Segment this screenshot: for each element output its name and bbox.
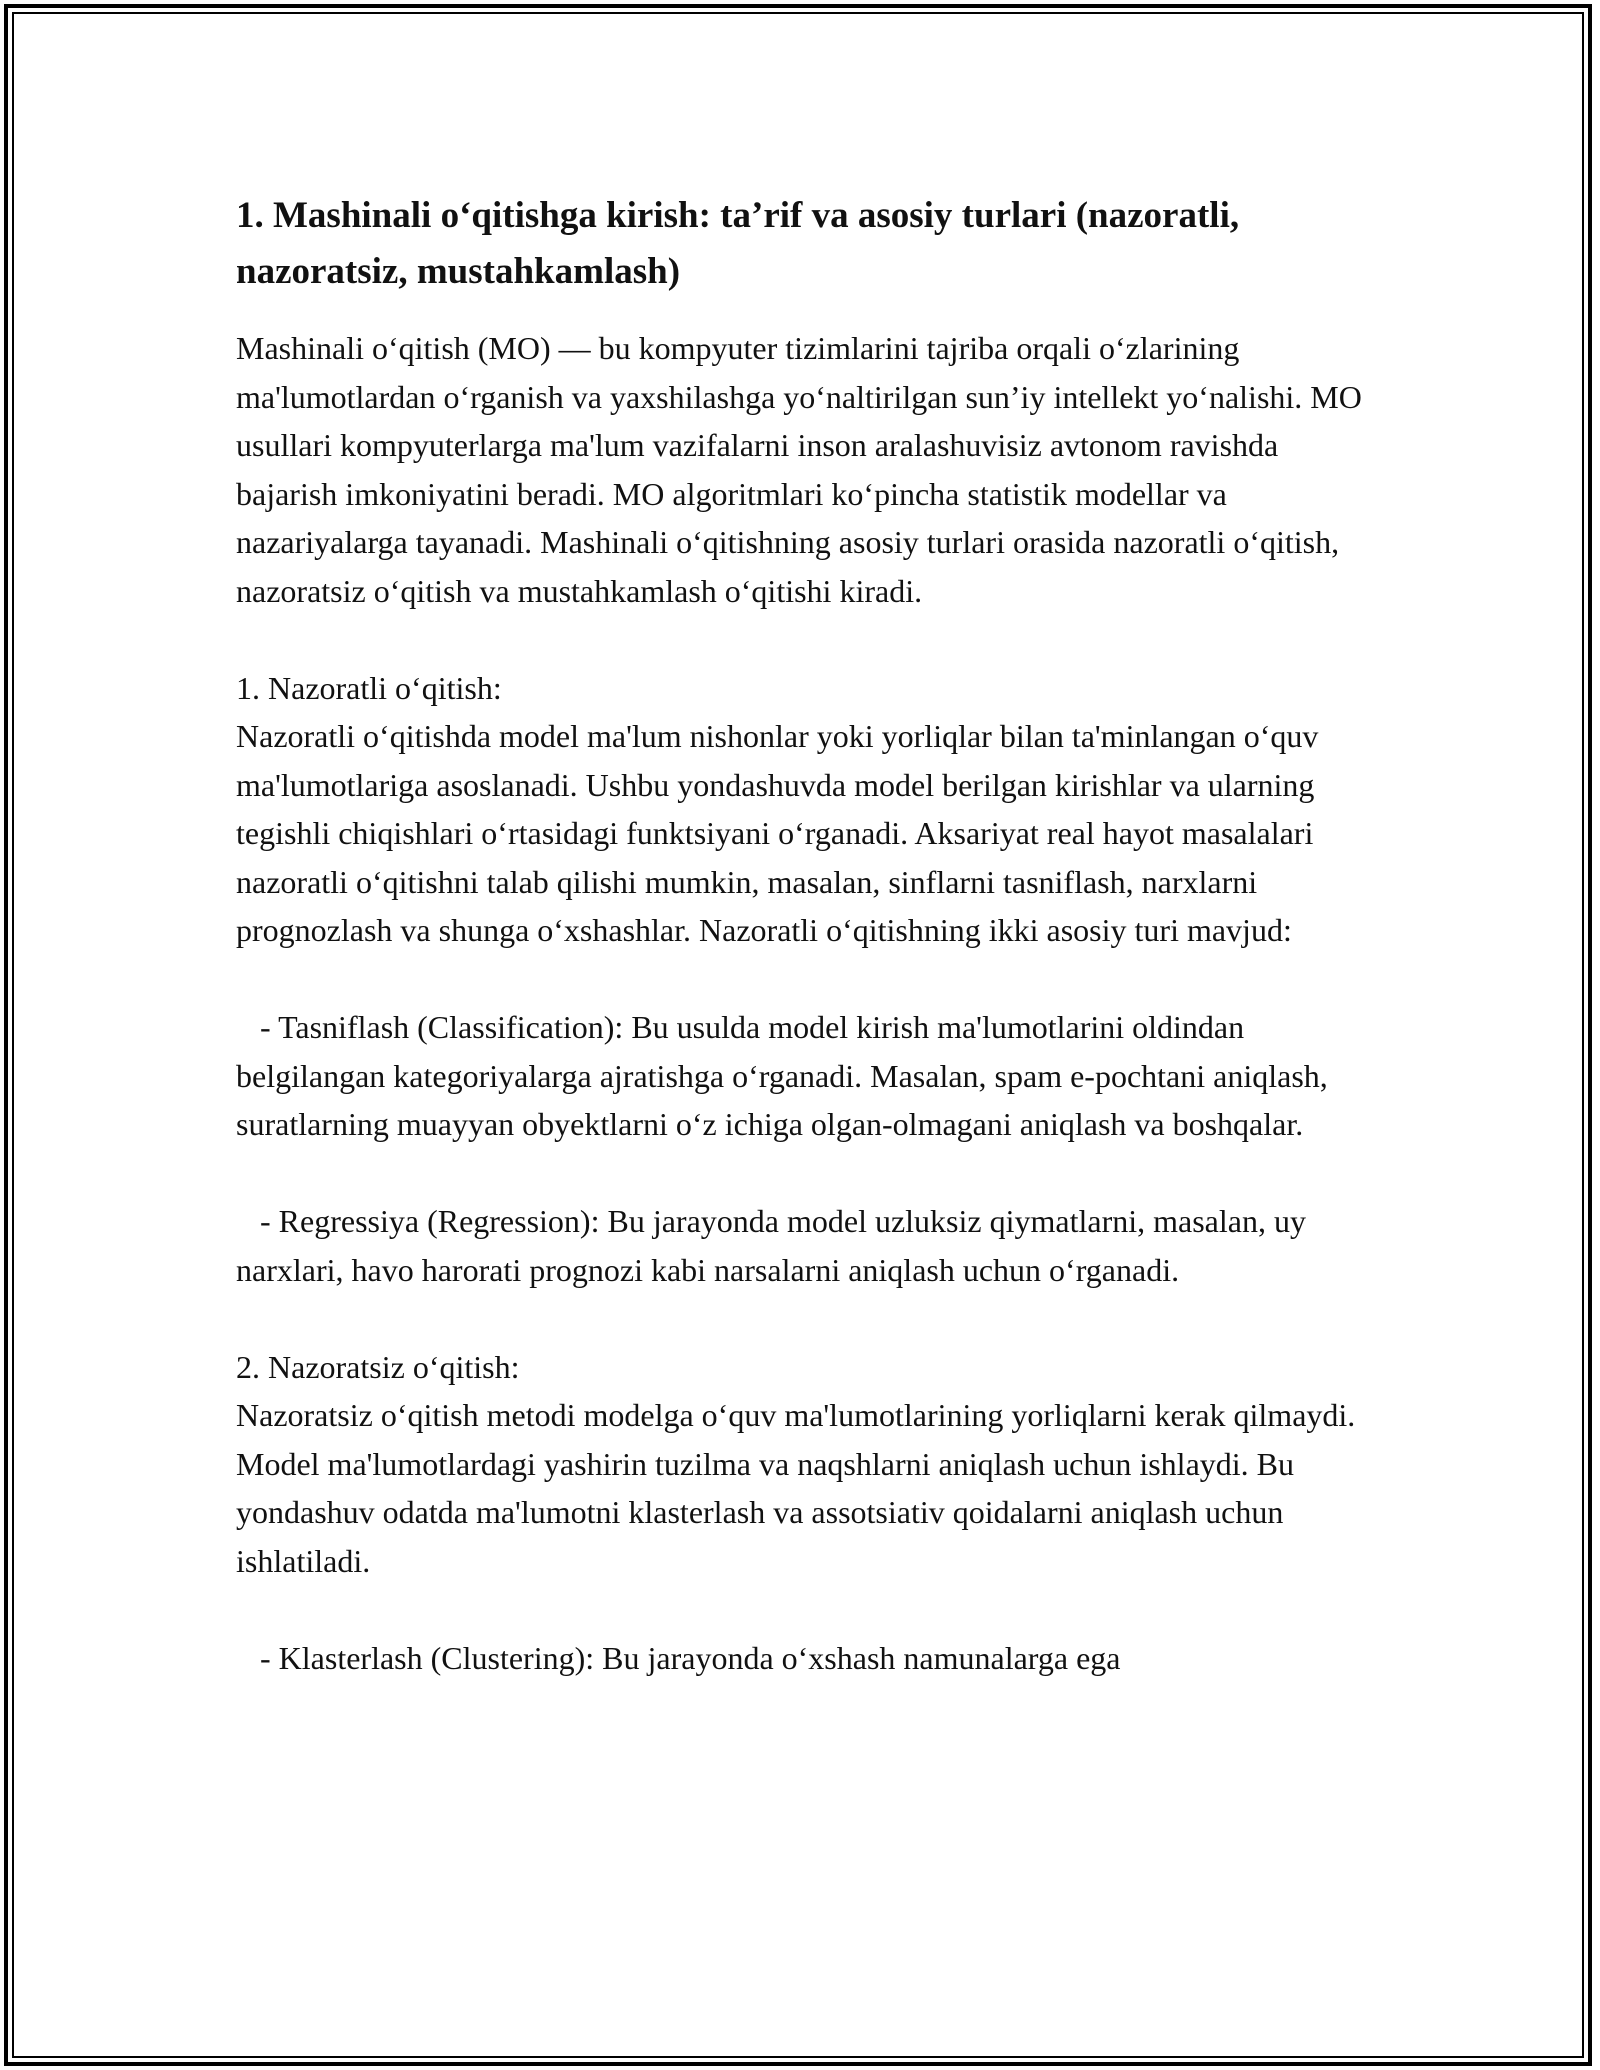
spacer — [236, 1294, 1376, 1343]
spacer — [236, 615, 1376, 664]
section-body-supervised: Nazoratli o‘qitishda model ma'lum nishonlar yoki yorliqlar bilan ta'minlangan o‘quv ma'lumotlariga asoslanadi. Ushbu yondashuvda model berilgan kirishlar va ularning tegishli chiqishlari o‘rtasidagi funktsiyani o‘rganadi. Aksariyat real hayot masalalari nazoratli o‘qitishni talab qilishi mumkin, masalan, sinflarni tasniflash, narxlarni prognozlash va shunga o‘xshashlar. Nazoratli o‘qitishning ikki asosiy turi mavjud: — [236, 718, 1319, 948]
spacer — [236, 1585, 1376, 1634]
intro-paragraph: Mashinali o‘qitish (MO) — bu kompyuter tizimlarini tajriba orqali o‘zlarining ma'lumotlardan o‘rganish va yaxshilashga yo‘naltirilgan sun’iy intellekt yo‘nalishi. MO usullari kompyuterlarga ma'lum vazifalarni inson aralashuvisiz avtonom ravishda bajarish imkoniyatini beradi. MO algoritmlari ko‘pincha statistik modellar va nazariyalarga tayanadi. Mashinali o‘qitishning asosiy turlari orasida nazoratli o‘qitish, nazoratsiz o‘qitish va mustahkamlash o‘qitishi kiradi. — [236, 330, 1362, 609]
spacer — [236, 1149, 1376, 1198]
section-heading-supervised: 1. Nazoratli o‘qitish: — [236, 669, 502, 706]
spacer — [236, 955, 1376, 1004]
list-item-classification: - Tasniflash (Classification): Bu usulda model kirish ma'lumotlarini oldindan belgilangan kategoriyalarga ajratishga o‘rganadi. Masalan, spam e-pochtani aniqlash, suratlarning muayyan obyektlarni o‘z ichiga olgan-olmagani aniqlash va boshqalar. — [236, 1009, 1336, 1142]
list-item-regression: - Regressiya (Regression): Bu jarayonda model uzluksiz qiymatlarni, masalan, uy narxlari, havo harorati prognozi kabi narsalarni aniqlash uchun o‘rganadi. — [236, 1203, 1314, 1288]
section-heading-unsupervised: 2. Nazoratsiz o‘qitish: — [236, 1348, 520, 1385]
document-title: 1. Mashinali o‘qitishga kirish: ta’rif va asosiy turlari (nazoratli, nazoratsiz, mustahkamlash) — [236, 195, 1240, 292]
section-body-unsupervised: Nazoratsiz o‘qitish metodi modelga o‘quv ma'lumotlarining yorliqlarni kerak qilmaydi. Model ma'lumotlardagi yashirin tuzilma va naqshlarni aniqlash uchun ishlaydi. Bu yondashuv odatda ma'lumotni klasterlash va assotsiativ qoidalarni aniqlash uchun ishlatiladi. — [236, 1397, 1356, 1579]
list-item-clustering: - Klasterlash (Clustering): Bu jarayonda o‘xshash namunalarga ega — [236, 1639, 1121, 1676]
document-page — [236, 188, 1376, 1682]
